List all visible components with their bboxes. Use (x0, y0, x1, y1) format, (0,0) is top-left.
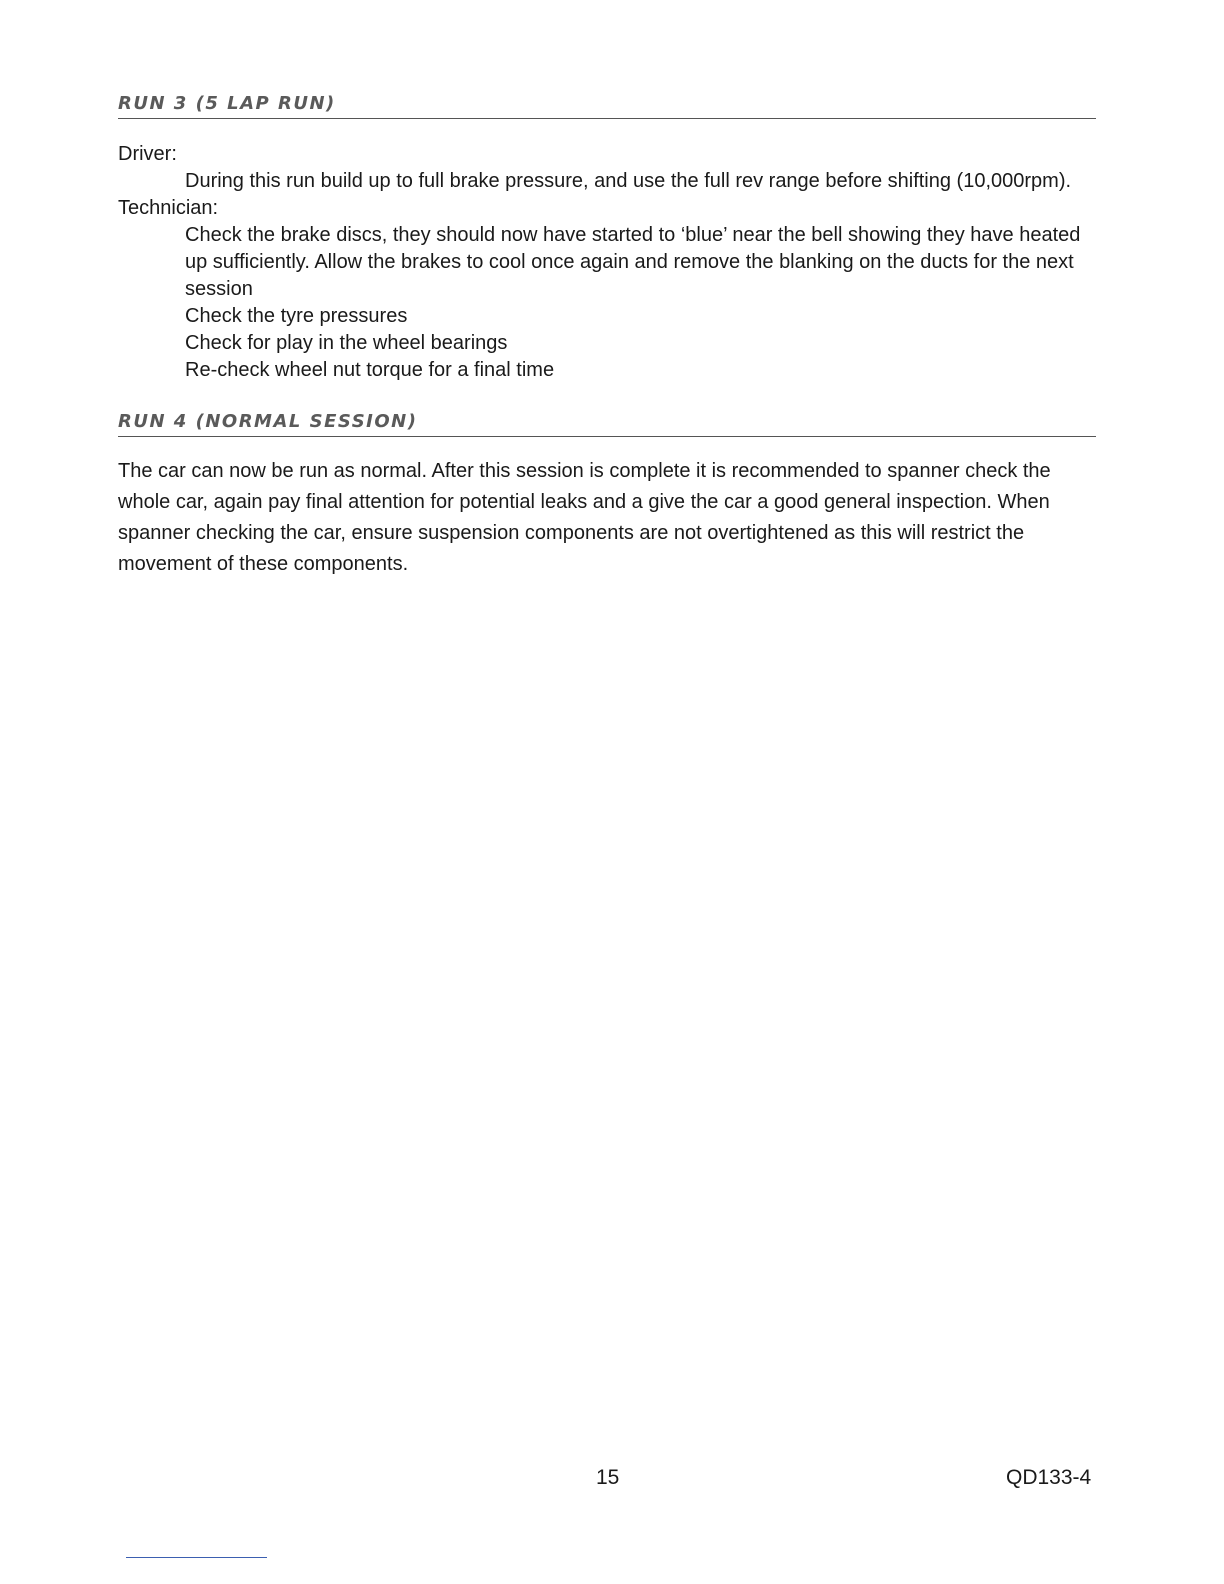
driver-label: Driver: (118, 143, 177, 165)
run4-section (118, 411, 1096, 580)
technician-item: Check the tyre pressures (185, 305, 408, 327)
run3-section (118, 93, 1096, 384)
driver-instruction: During this run build up to full brake pressure, and use the full rev range before shifting (10,000rpm). (185, 170, 1072, 192)
run3-heading: RUN 3 (5 LAP RUN) (118, 93, 1096, 119)
page-number: 15 (596, 1466, 620, 1489)
technician-item: Re-check wheel nut torque for a final time (185, 359, 555, 381)
footnote-separator (126, 1557, 267, 1558)
document-reference: QD133-4 (1006, 1466, 1092, 1489)
technician-item: Check the brake discs, they should now have started to ‘blue’ near the bell showing they have heated up sufficiently. Allow the brakes to cool once again and remove the blanking on the ducts for the next session (185, 224, 1081, 300)
technician-item: Check for play in the wheel bearings (185, 332, 508, 354)
run4-heading: RUN 4 (NORMAL SESSION) (118, 411, 1096, 437)
technician-label: Technician: (118, 197, 219, 219)
run4-paragraph: The car can now be run as normal. After this session is complete it is recommended to spanner check the whole car, again pay final attention for potential leaks and a give the car a good general inspection. When spanner checking the car, ensure suspension components are not overtightened as this will restrict the movement of these components. (118, 460, 1051, 575)
